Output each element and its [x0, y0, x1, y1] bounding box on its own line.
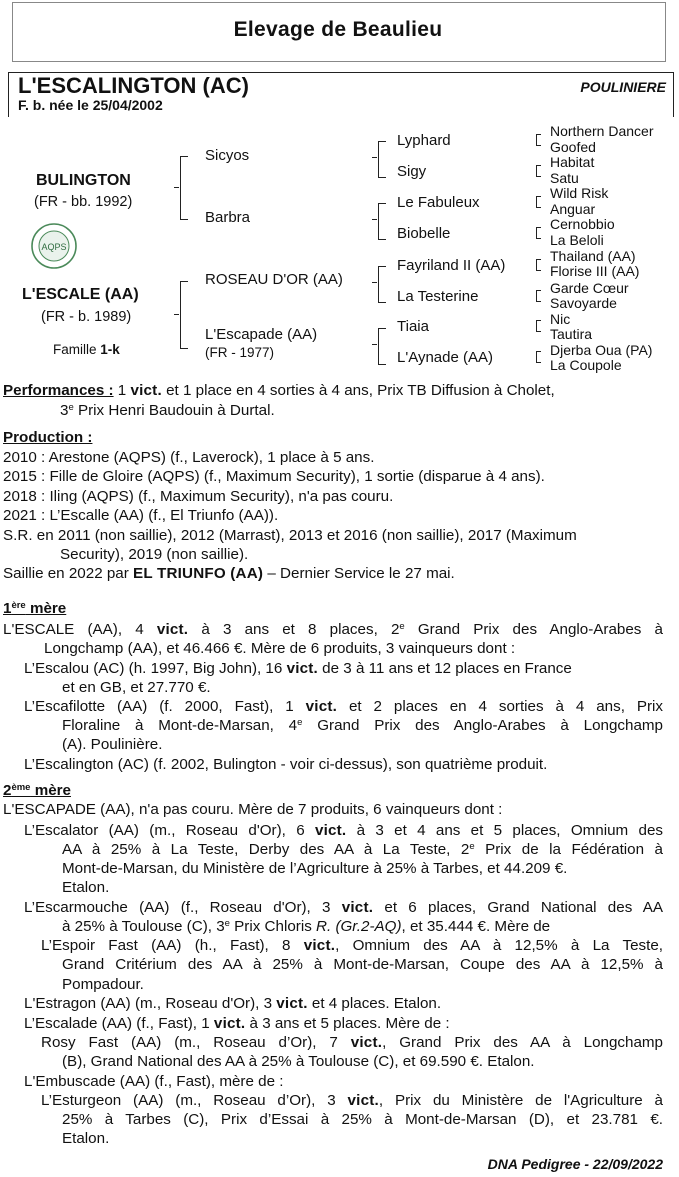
- brace-gen3-7: [536, 320, 541, 332]
- first-dam-intro-1: L'ESCALE (AA), 4 vict. à 3 ans et 8 places, 2e Grand Prix des Anglo-Arabes à: [3, 621, 663, 638]
- production-line: 2018 : Iling (AQPS) (f., Maximum Security), n'a pas couru.: [3, 488, 394, 505]
- produce-escalator-2: AA à 25% à La Teste, Derby des AA à La Teste, 2e Prix de la Fédération à: [62, 841, 663, 858]
- gen4-item: Anguar: [550, 201, 596, 217]
- production-line: 2010 : Arestone (AQPS) (f., Laverock), 1 place à 5 ans.: [3, 449, 375, 466]
- gen3-item: L'Aynade (AA): [397, 349, 493, 366]
- gen4-item: Nic: [550, 311, 571, 327]
- gen4-item: Tautira: [550, 326, 593, 342]
- gen4-item: Wild Risk: [550, 185, 609, 201]
- brace-gen2-4-tick: [372, 344, 377, 345]
- brace-gen2-1-tick: [372, 157, 377, 158]
- gen4-item: Garde Cœur: [550, 280, 629, 296]
- sr-line-1: S.R. en 2011 (non saillie), 2012 (Marrast), 2013 et 2016 (non saillie), 2017 (Maximum: [3, 527, 577, 544]
- produce-escalator-4: Etalon.: [62, 879, 110, 896]
- aqps-logo: [30, 222, 78, 270]
- brace-gen3-5: [536, 259, 541, 271]
- gen4-item: Florise III (AA): [550, 263, 640, 279]
- second-dam-intro: L'ESCAPADE (AA), n'a pas couru. Mère de 7 produits, 6 vainqueurs dont :: [3, 801, 503, 818]
- family-label: Famille: [53, 342, 97, 357]
- produce-espoir-fast-3: Pompadour.: [62, 976, 144, 993]
- brace-sire: [180, 156, 188, 220]
- produce-escafilotte-3: (A). Poulinière.: [62, 736, 163, 753]
- produce-escalade: L’Escalade (AA) (f., Fast), 1 vict. à 3 ans et 5 places. Mère de :: [24, 1015, 450, 1032]
- brace-dam: [180, 281, 188, 349]
- brace-gen2-2-tick: [372, 219, 377, 220]
- horse-birth: F. b. née le 25/04/2002: [18, 97, 163, 113]
- brace-gen2-2: [378, 203, 386, 240]
- produce-escalator-3: Mont-de-Marsan, du Ministère de l’Agriculture à 25% à Tarbes, et 44.209 €.: [62, 860, 568, 877]
- sr-line-2: Security), 2019 (non saillie).: [60, 546, 249, 563]
- produce-esturgeon-3: Etalon.: [62, 1130, 110, 1147]
- sire-details: (FR - bb. 1992): [34, 194, 133, 210]
- brace-gen3-1: [536, 134, 541, 146]
- brace-gen2-3-tick: [372, 282, 377, 283]
- brace-gen2-3: [378, 266, 386, 303]
- production-heading: Production :: [3, 429, 93, 446]
- gen2-sicyos: Sicyos: [205, 147, 250, 164]
- produce-rosy-fast-2: (B), Grand National des AA à 25% à Toulouse (C), et 69.590 €. Etalon.: [62, 1053, 535, 1070]
- produce-espoir-fast-2: Grand Critérium des AA à 25% à Mont-de-Marsan, Coupe des AA à 12,5% à: [62, 956, 663, 973]
- footer-date: DNA Pedigree - 22/09/2022: [487, 1156, 663, 1172]
- gen4-item: Satu: [550, 170, 579, 186]
- brace-gen3-8: [536, 351, 541, 363]
- gen3-item: La Testerine: [397, 288, 479, 305]
- produce-escarmouche: L’Escarmouche (AA) (f., Roseau d'Or), 3 vict. et 6 places, Grand National des AA: [24, 899, 663, 916]
- produce-escalou-2: et en GB, et 27.770 €.: [62, 679, 211, 696]
- gen4-item: Goofed: [550, 139, 596, 155]
- first-dam-heading: 1ère mère: [3, 600, 67, 617]
- family-value: 1-k: [100, 342, 120, 357]
- gen2-escapade-details: (FR - 1977): [205, 345, 275, 360]
- gen3-item: Biobelle: [397, 225, 451, 242]
- brace-gen3-4: [536, 227, 541, 239]
- performances-line-1: Performances : 1 vict. et 1 place en 4 sorties à 4 ans, Prix TB Diffusion à Cholet,: [3, 382, 555, 399]
- produce-esturgeon: L’Esturgeon (AA) (m., Roseau d’Or), 3 vict., Prix du Ministère de l'Agriculture à: [41, 1092, 663, 1109]
- family: [53, 342, 120, 357]
- gen4-item: La Beloli: [550, 232, 604, 248]
- gen4-item: Habitat: [550, 154, 595, 170]
- brace-dam-tick: [174, 314, 179, 315]
- produce-embuscade: L'Embuscade (AA) (f., Fast), mère de :: [24, 1073, 284, 1090]
- aqps-logo-icon: [30, 222, 78, 270]
- brace-gen3-2: [536, 165, 541, 177]
- produce-escafilotte: L’Escafilotte (AA) (f. 2000, Fast), 1 vict. et 2 places en 4 sorties à 4 ans, Prix: [24, 698, 663, 715]
- produce-rosy-fast: Rosy Fast (AA) (m., Roseau d’Or), 7 vict., Grand Prix des AA à Longchamp: [41, 1034, 663, 1051]
- brace-gen2-4: [378, 328, 386, 365]
- saillie-line: Saillie en 2022 par EL TRIUNFO (AA) – Dernier Service le 27 mai.: [3, 565, 455, 582]
- brace-gen2-1: [378, 141, 386, 178]
- sire-name: BULINGTON: [36, 172, 131, 189]
- performances-heading: Performances :: [3, 382, 114, 399]
- gen2-barbra: Barbra: [205, 209, 251, 226]
- produce-esturgeon-2: 25% à Tarbes (C), Prix d’Essai à 25% à Mont-de-Marsan (D), et 23.781 €.: [62, 1111, 663, 1128]
- produce-espoir-fast: L’Espoir Fast (AA) (h., Fast), 8 vict., Omnium des AA à 12,5% à La Teste,: [41, 937, 663, 954]
- gen4-item: Djerba Oua (PA): [550, 342, 653, 358]
- horse-category: POULINIERE: [580, 79, 666, 95]
- performances-line-2: 3e Prix Henri Baudouin à Durtal.: [60, 402, 275, 419]
- page-title: Elevage de Beaulieu: [233, 18, 443, 41]
- gen4-item: Thailand (AA): [550, 248, 636, 264]
- produce-escarmouche-2: à 25% à Toulouse (C), 3e Prix Chloris R. (Gr.2-AQ), et 35.444 €. Mère de: [62, 918, 551, 935]
- dam-name: L'ESCALE (AA): [22, 286, 139, 303]
- brace-gen3-3: [536, 196, 541, 208]
- brace-gen3-6: [536, 290, 541, 302]
- production-line: 2021 : L’Escalle (AA) (f., El Triunfo (AA)).: [3, 507, 279, 524]
- gen4-item: La Coupole: [550, 357, 622, 373]
- brace-sire-tick: [174, 187, 179, 188]
- gen4-item: Northern Dancer: [550, 123, 654, 139]
- produce-escalou: L’Escalou (AC) (h. 1997, Big John), 16 vict. de 3 à 11 ans et 12 places en France: [24, 660, 572, 677]
- gen3-item: Sigy: [397, 163, 427, 180]
- gen3-item: Tiaia: [397, 318, 429, 335]
- gen2-roseau-d-or: ROSEAU D'OR (AA): [205, 271, 343, 288]
- produce-escalator: L’Escalator (AA) (m., Roseau d'Or), 6 vict. à 3 et 4 ans et 5 places, Omnium des: [24, 822, 664, 839]
- gen2-escapade: L'Escapade (AA): [205, 326, 318, 343]
- gen4-item: Cernobbio: [550, 216, 615, 232]
- produce-escafilotte-2: Floraline à Mont-de-Marsan, 4e Grand Prix des Anglo-Arabes à Longchamp: [62, 717, 664, 734]
- production-line: 2015 : Fille de Gloire (AQPS) (f., Maximum Security), 1 sortie (disparue à 4 ans).: [3, 468, 545, 485]
- svg-text:AQPS: AQPS: [41, 242, 67, 252]
- dam-details: (FR - b. 1989): [41, 309, 132, 325]
- horse-name: L'ESCALINGTON (AC): [18, 73, 249, 98]
- gen4-item: Savoyarde: [550, 295, 617, 311]
- gen3-item: Le Fabuleux: [397, 194, 480, 211]
- produce-estragon: L'Estragon (AA) (m., Roseau d'Or), 3 vict. et 4 places. Etalon.: [24, 995, 442, 1012]
- gen3-item: Fayriland II (AA): [397, 257, 506, 274]
- produce-escalington: L’Escalington (AC) (f. 2002, Bulington - voir ci-dessus), son quatrième produit.: [24, 756, 548, 773]
- gen3-item: Lyphard: [397, 132, 451, 149]
- first-dam-intro-2: Longchamp (AA), et 46.466 €. Mère de 6 produits, 3 vainqueurs dont :: [44, 640, 516, 657]
- second-dam-heading: 2ème mère: [3, 782, 71, 799]
